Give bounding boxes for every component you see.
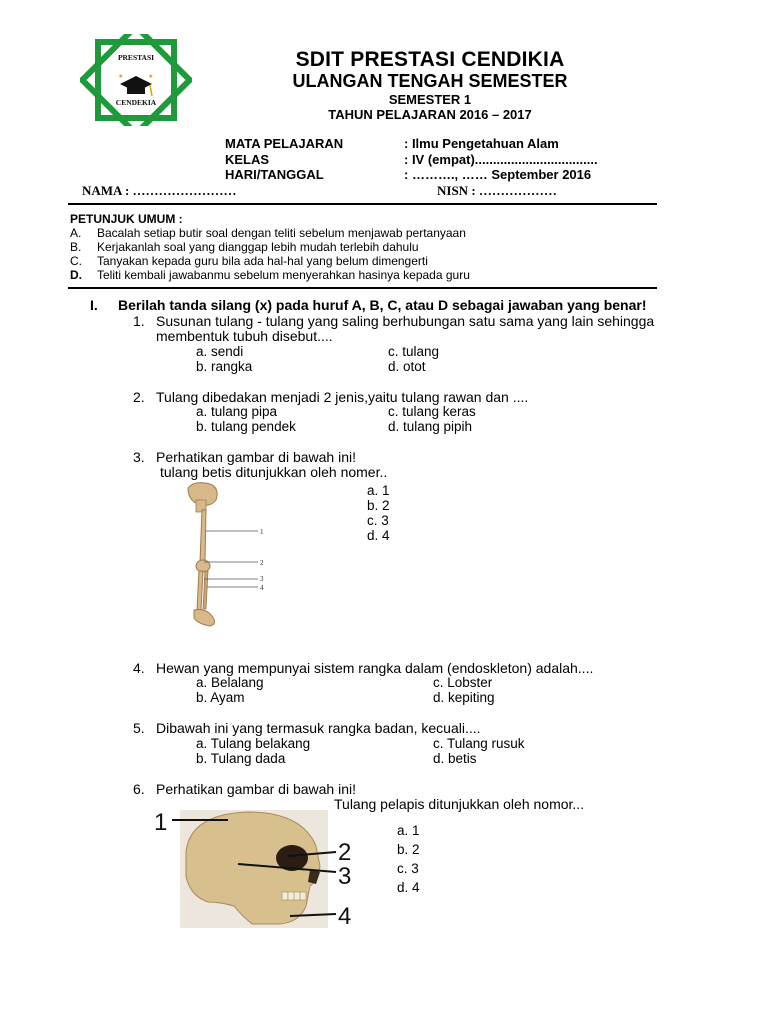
skull-label: 4: [338, 903, 352, 930]
question-number: 2.: [133, 389, 145, 405]
exam-title: ULANGAN TENGAH SEMESTER: [292, 71, 568, 91]
name-field: NAMA : ……………………: [82, 183, 237, 198]
subject-value: : Ilmu Pengetahuan Alam: [404, 136, 559, 151]
instruction-letter: A.: [70, 226, 82, 240]
question-number: 3.: [133, 449, 145, 465]
subject-label: MATA PELAJARAN: [225, 136, 344, 151]
option-b: b. Ayam: [196, 690, 245, 705]
option-c: c. Tulang rusuk: [433, 736, 525, 751]
question-text: membentuk tubuh disebut....: [156, 328, 333, 344]
question-text: Tulang dibedakan menjadi 2 jenis,yaitu tulang rawan dan ....: [156, 389, 529, 405]
skull-label: 3: [338, 863, 352, 890]
instruction-text: Kerjakanlah soal yang dianggap lebih mudah terlebih dahulu: [97, 240, 419, 254]
question-text: Perhatikan gambar di bawah ini!: [156, 449, 357, 465]
option-c: c. 3: [397, 861, 419, 876]
skull-label: 1: [154, 809, 168, 836]
school-logo: [80, 34, 192, 126]
question-number: 6.: [133, 781, 145, 797]
instructions-divider: [68, 287, 657, 289]
academic-year: TAHUN PELAJARAN 2016 – 2017: [328, 107, 532, 122]
leg-label: 2: [260, 559, 264, 567]
question-number: 1.: [133, 313, 145, 329]
option-c: c. tulang keras: [388, 404, 476, 419]
leg-label: 4: [260, 584, 264, 592]
instruction-text: Teliti kembali jawabanmu sebelum menyerahkan hasinya kepada guru: [97, 268, 470, 282]
class-label: KELAS: [225, 152, 270, 167]
nisn-field: NISN : ………………: [437, 183, 557, 198]
section-number: I.: [90, 297, 98, 313]
section-title: Berilah tanda silang (x) pada huruf A, B, C, atau D sebagai jawaban yang benar!: [118, 297, 647, 313]
option-c: c. 3: [367, 513, 389, 528]
option-b: b. tulang pendek: [196, 419, 296, 434]
date-label: HARI/TANGGAL: [225, 167, 324, 182]
option-d: d. 4: [397, 880, 420, 895]
option-d: d. kepiting: [433, 690, 495, 705]
option-d: d. betis: [433, 751, 477, 766]
option-a: a. 1: [397, 823, 420, 838]
question-text: Tulang pelapis ditunjukkan oleh nomor...: [334, 796, 585, 812]
option-d: d. 4: [367, 528, 390, 543]
option-b: b. 2: [397, 842, 420, 857]
skull-label: 2: [338, 839, 352, 866]
logo-top-text: PRESTASI: [117, 53, 155, 62]
date-value: : ………., …… September 2016: [404, 167, 592, 182]
option-a: a. Tulang belakang: [196, 736, 311, 751]
question-text: Dibawah ini yang termasuk rangka badan, kecuali....: [156, 720, 481, 736]
question-text: tulang betis ditunjukkan oleh nomer..: [160, 464, 388, 480]
instruction-text: Tanyakan kepada guru bila ada hal-hal yang belum dimengerti: [97, 254, 428, 268]
option-c: c. Lobster: [433, 675, 493, 690]
instruction-letter: C.: [70, 254, 82, 268]
option-a: a. tulang pipa: [196, 404, 278, 419]
option-d: d. otot: [388, 359, 426, 374]
school-name: SDIT PRESTASI CENDIKIA: [295, 48, 565, 71]
leg-label: 1: [260, 528, 264, 536]
option-b: b. rangka: [196, 359, 253, 374]
option-a: a. sendi: [196, 344, 244, 359]
option-a: a. Belalang: [196, 675, 264, 690]
option-c: c. tulang: [388, 344, 440, 359]
instruction-letter: D.: [70, 268, 82, 282]
instruction-text: Bacalah setiap butir soal dengan teliti sebelum menjawab pertanyaan: [97, 226, 466, 240]
header-divider: [68, 203, 657, 205]
question-text: Susunan tulang - tulang yang saling berhubungan satu sama yang lain sehingga: [156, 313, 655, 329]
question-number: 5.: [133, 720, 145, 736]
option-a: a. 1: [367, 483, 390, 498]
option-b: b. 2: [367, 498, 390, 513]
question-text: Perhatikan gambar di bawah ini!: [156, 781, 357, 797]
instructions-title: PETUNJUK UMUM :: [70, 212, 183, 226]
leg-bones-image: [180, 478, 280, 630]
class-value: : IV (empat)..................................: [404, 152, 598, 167]
option-d: d. tulang pipih: [388, 419, 473, 434]
logo-bottom-text: CENDEKIA: [115, 98, 157, 107]
svg-text:★: ★: [148, 74, 154, 80]
question-text: Hewan yang mempunyai sistem rangka dalam (endoskleton) adalah....: [156, 660, 594, 676]
leg-label: 3: [260, 575, 264, 583]
semester: SEMESTER 1: [388, 92, 472, 107]
skull-image: [150, 806, 360, 930]
option-b: b. Tulang dada: [196, 751, 286, 766]
question-number: 4.: [133, 660, 145, 676]
svg-text:★: ★: [118, 74, 124, 80]
instruction-letter: B.: [70, 240, 82, 254]
